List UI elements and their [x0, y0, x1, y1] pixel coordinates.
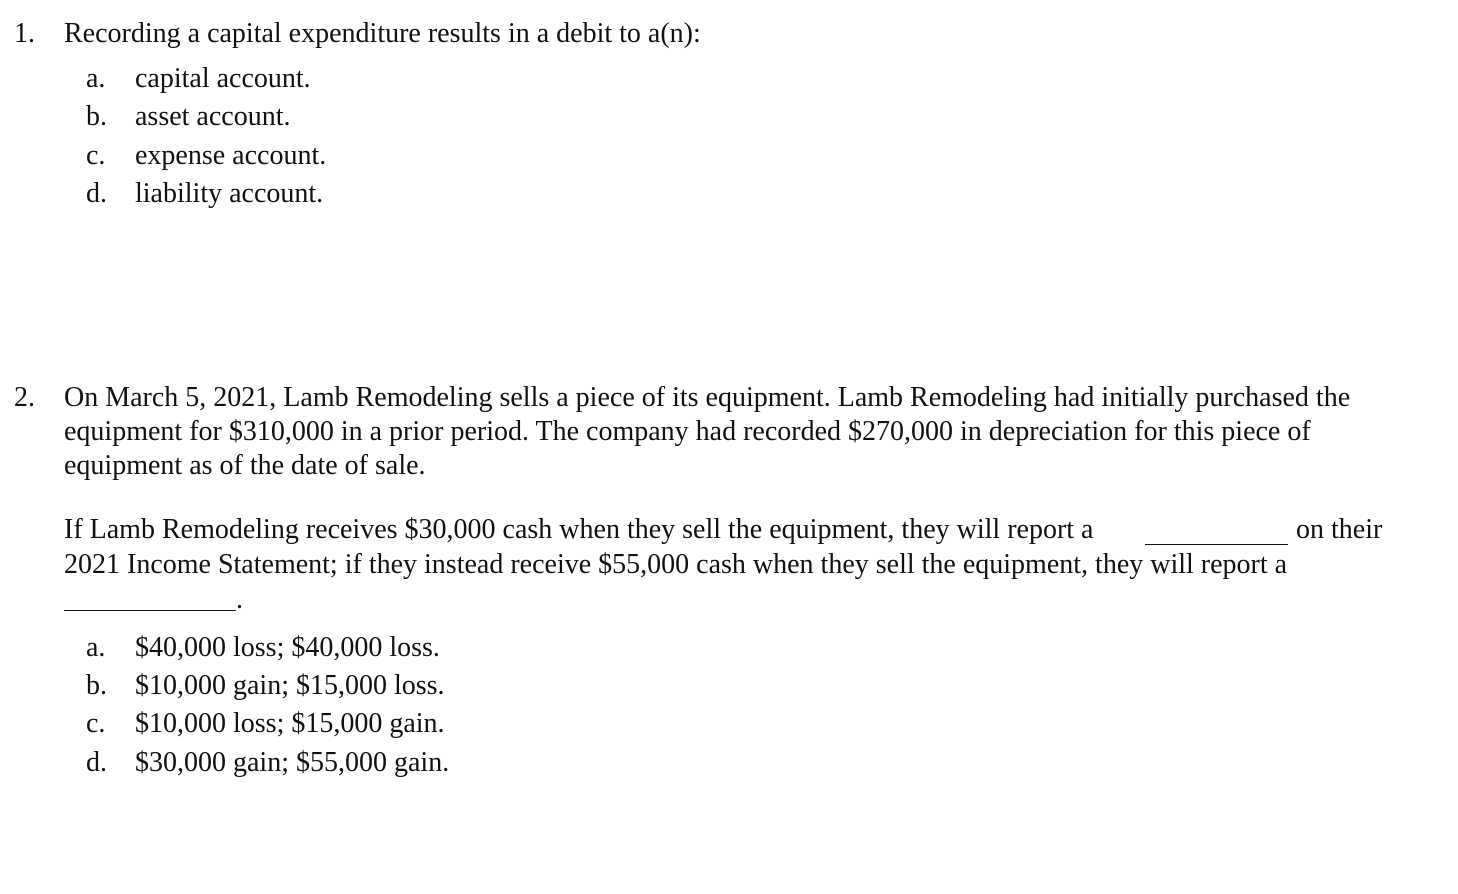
- option-letter: c.: [86, 708, 106, 739]
- option-text: expense account.: [135, 140, 327, 171]
- question-paragraph-line: equipment for $310,000 in a prior period. The company had recorded $270,000 in depreciation for this piece of: [64, 416, 1311, 447]
- option-text: asset account.: [135, 101, 291, 132]
- option-text: $10,000 gain; $15,000 loss.: [135, 670, 445, 701]
- question-number: 2.: [14, 382, 35, 413]
- question-stem: Recording a capital expenditure results in a debit to a(n):: [64, 18, 701, 49]
- option-letter: b.: [86, 670, 107, 701]
- question-paragraph-line: On March 5, 2021, Lamb Remodeling sells a piece of its equipment. Lamb Remodeling had initially purchased the: [64, 382, 1351, 413]
- question-paragraph-line: equipment as of the date of sale.: [64, 450, 426, 481]
- sentence-fragment: on their: [1296, 514, 1383, 545]
- question-paragraph-line: [64, 513, 1093, 547]
- sentence-fragment: If Lamb Remodeling receives $30,000 cash when they sell the equipment, they will report a: [64, 514, 1094, 545]
- sentence-fragment: .: [236, 584, 243, 615]
- option-text: $40,000 loss; $40,000 loss.: [135, 632, 440, 663]
- option-letter: a.: [86, 632, 106, 663]
- option-letter: b.: [86, 101, 107, 132]
- question-paragraph-line: 2021 Income Statement; if they instead receive $55,000 cash when they sell the equipment, they will report a: [64, 549, 1288, 580]
- option-letter: d.: [86, 747, 107, 778]
- fill-in-blank: [1145, 520, 1288, 545]
- option-text: capital account.: [135, 63, 311, 94]
- question-number: 1.: [14, 18, 35, 49]
- option-text: liability account.: [135, 178, 324, 209]
- option-letter: c.: [86, 140, 106, 171]
- option-text: $10,000 loss; $15,000 gain.: [135, 708, 445, 739]
- option-letter: a.: [86, 63, 106, 94]
- fill-in-blank: [64, 586, 236, 611]
- option-letter: d.: [86, 178, 107, 209]
- option-text: $30,000 gain; $55,000 gain.: [135, 747, 450, 778]
